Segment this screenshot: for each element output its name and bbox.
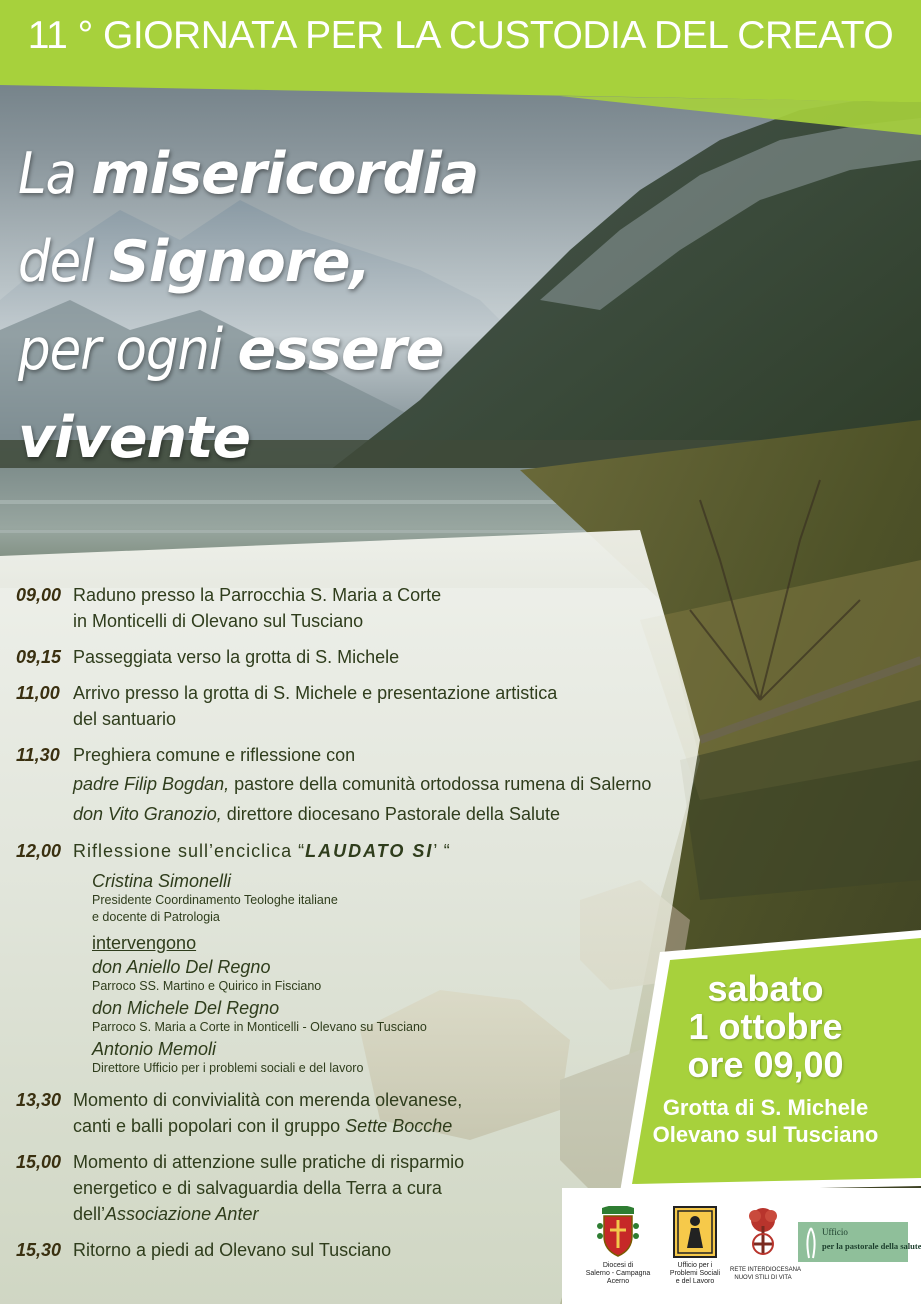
- speaker-role: Parroco SS. Martino e Quirico in Fisciano: [92, 979, 322, 993]
- date-info: [610, 970, 921, 1148]
- schedule-desc: in Monticelli di Olevano sul Tusciano: [73, 611, 364, 631]
- speaker-line: don Vito Granozio, direttore diocesano Pastorale della Salute: [73, 804, 560, 824]
- schedule-item: [16, 742, 676, 828]
- schedule-desc: Arrivo presso la grotta di S. Michele e presentazione artistica: [73, 683, 558, 703]
- intervengono-label: intervengono: [92, 933, 197, 953]
- schedule-desc: canti e balli popolari con il gruppo Sette Bocche: [73, 1116, 453, 1136]
- main-speaker: [73, 870, 676, 926]
- speaker-role: e docente di Patrologia: [92, 910, 220, 924]
- schedule-item: [16, 582, 676, 634]
- headline-line-4: vivente: [18, 405, 250, 471]
- speaker-name: Antonio Memoli: [92, 1039, 217, 1059]
- pastorale-salute-logo: Ufficio per la pastorale della salute: [798, 1222, 908, 1262]
- schedule-desc: dell’Associazione Anter: [73, 1204, 259, 1224]
- schedule-desc: Riflessione sull’enciclica “LAUDATO SI’ “: [73, 841, 451, 861]
- speaker-name: Cristina Simonelli: [92, 871, 232, 891]
- event-place: Grotta di S. Michele: [662, 1095, 869, 1120]
- headline-line-3: per ogni essere: [18, 317, 444, 383]
- schedule-time: 09,15: [16, 647, 62, 667]
- schedule-desc: Preghiera comune e riflessione con: [73, 745, 356, 765]
- schedule-desc: Passeggiata verso la grotta di S. Michele: [73, 647, 400, 667]
- event-time: ore 09,00: [687, 1044, 844, 1085]
- schedule-desc: Momento di convivialità con merenda olevanese,: [73, 1090, 463, 1110]
- schedule-time: 09,00: [16, 585, 62, 605]
- schedule-time: 13,30: [16, 1090, 62, 1110]
- speaker-line: padre Filip Bogdan, pastore della comunità ortodossa rumena di Salerno: [73, 774, 652, 794]
- coat-of-arms-icon: [596, 1206, 640, 1258]
- speaker-role: Parroco S. Maria a Corte in Monticelli - Olevano su Tusciano: [92, 1020, 427, 1034]
- saint-figure-icon: [673, 1206, 717, 1258]
- headline-line-2: del Signore,: [18, 229, 371, 295]
- schedule-time: 11,00: [16, 683, 60, 703]
- speaker-name: don Aniello Del Regno: [92, 957, 271, 977]
- speaker-role: Direttore Ufficio per i problemi sociali e del lavoro: [92, 1061, 364, 1075]
- headline-line-1: La misericordia: [18, 141, 479, 207]
- ufficio-sociali-logo: Ufficio per i Problemi Sociali e del Lavoro: [660, 1206, 730, 1286]
- schedule-item: [16, 680, 676, 732]
- event-town: Olevano sul Tusciano: [652, 1122, 879, 1147]
- schedule-time: 15,00: [16, 1152, 62, 1172]
- speaker-name: don Michele Del Regno: [92, 998, 280, 1018]
- schedule-item: [16, 838, 676, 1077]
- speaker-role: Presidente Coordinamento Teologhe italiane: [92, 893, 338, 907]
- schedule-desc: Ritorno a piedi ad Olevano sul Tusciano: [73, 1240, 392, 1260]
- headline: [18, 130, 638, 482]
- sponsor-logos: [562, 1188, 921, 1304]
- rete-nuovi-stili-logo: RETE INTERDIOCESANA NUOVI STILI DI VITA: [730, 1206, 796, 1282]
- schedule-time: 12,00: [16, 841, 62, 861]
- schedule-desc: Momento di attenzione sulle pratiche di risparmio: [73, 1152, 465, 1172]
- schedule-desc: Raduno presso la Parrocchia S. Maria a Corte: [73, 585, 442, 605]
- diocesi-logo: Diocesi di Salerno - Campagna Acerno: [580, 1206, 656, 1286]
- schedule-item: [16, 644, 676, 670]
- schedule-item: [16, 1087, 676, 1139]
- event-date: 1 ottobre: [688, 1006, 843, 1047]
- panel-speakers: [73, 932, 676, 1077]
- schedule-time: 11,30: [16, 745, 60, 765]
- figure-icon: [801, 1224, 821, 1260]
- schedule-time: 15,30: [16, 1240, 62, 1260]
- event-title: 11 ° GIORNATA PER LA CUSTODIA DEL CREATO: [27, 14, 894, 57]
- tree-chi-rho-icon: [743, 1206, 783, 1262]
- schedule-desc: del santuario: [73, 709, 177, 729]
- event-day: sabato: [707, 968, 824, 1009]
- program-schedule: [16, 582, 676, 1273]
- schedule-desc: energetico e di salvaguardia della Terra a cura: [73, 1178, 442, 1198]
